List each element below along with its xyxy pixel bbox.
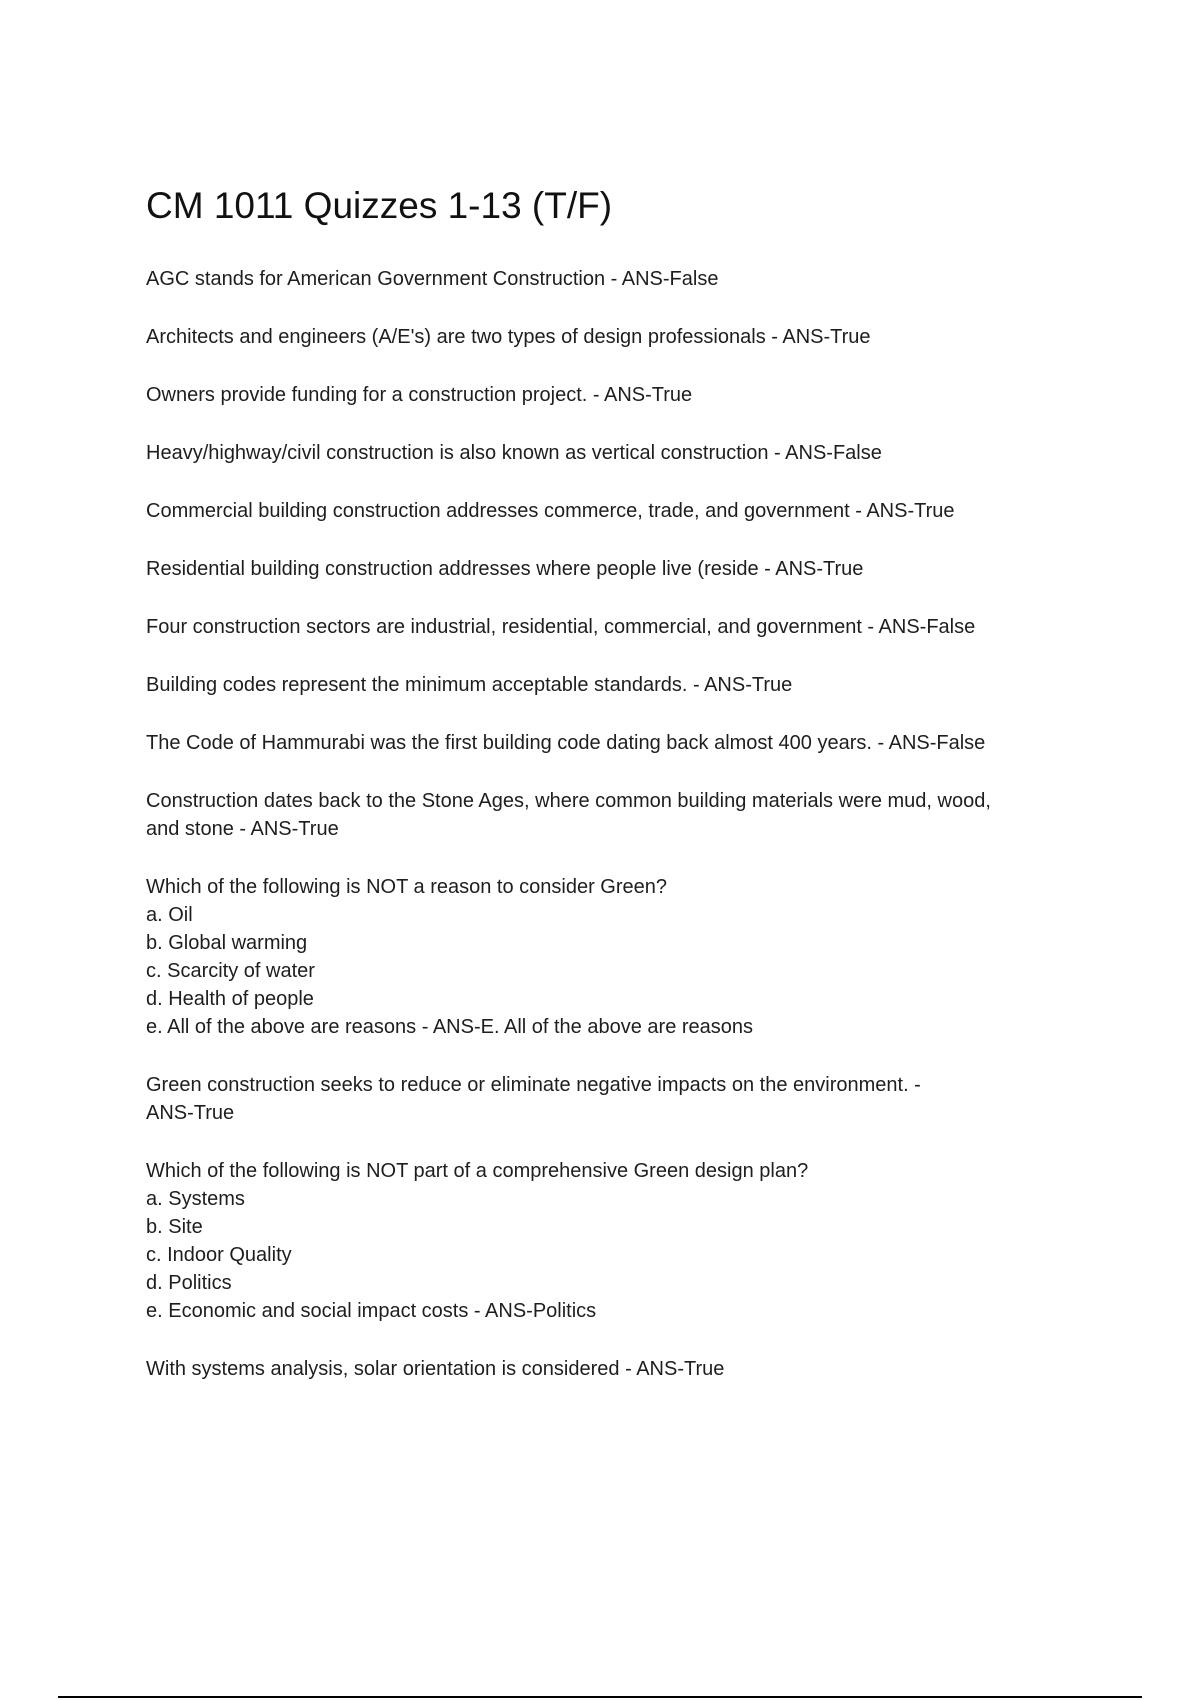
answer-option: d. Health of people <box>146 988 314 1010</box>
question-text: Heavy/highway/civil construction is also known as vertical construction - ANS-False <box>146 442 882 464</box>
footer-divider <box>58 1696 1142 1698</box>
question-text: Construction dates back to the Stone Ages, where common building materials were mud, wood, <box>146 790 991 812</box>
question-text: Building codes represent the minimum acceptable standards. - ANS-True <box>146 674 793 696</box>
question-item <box>146 439 1096 467</box>
question-text: ANS-True <box>146 1102 235 1124</box>
question-list <box>146 265 1096 1383</box>
question-text: and stone - ANS-True <box>146 818 339 840</box>
question-item <box>146 671 1096 699</box>
document-page <box>146 183 1096 1413</box>
question-item <box>146 265 1096 293</box>
question-item <box>146 787 1096 843</box>
question-item <box>146 613 1096 641</box>
question-text: Commercial building construction addresses commerce, trade, and government - ANS-True <box>146 500 955 522</box>
question-item <box>146 555 1096 583</box>
question-item <box>146 729 1096 757</box>
answer-option: b. Site <box>146 1216 203 1238</box>
question-text: Four construction sectors are industrial, residential, commercial, and government - ANS-False <box>146 616 976 638</box>
answer-option: e. All of the above are reasons - ANS-E. All of the above are reasons <box>146 1016 754 1038</box>
question-item <box>146 497 1096 525</box>
question-item <box>146 1355 1096 1383</box>
question-text: Which of the following is NOT a reason to consider Green? <box>146 876 667 898</box>
answer-option: a. Systems <box>146 1188 245 1210</box>
question-text: Architects and engineers (A/E's) are two types of design professionals - ANS-True <box>146 326 871 348</box>
question-item <box>146 323 1096 351</box>
answer-option: c. Scarcity of water <box>146 960 315 982</box>
question-item <box>146 381 1096 409</box>
question-item <box>146 1157 1096 1325</box>
answer-option: c. Indoor Quality <box>146 1244 292 1266</box>
answer-option: e. Economic and social impact costs - ANS-Politics <box>146 1300 597 1322</box>
question-item <box>146 873 1096 1041</box>
question-text: Which of the following is NOT part of a comprehensive Green design plan? <box>146 1160 809 1182</box>
question-text: Green construction seeks to reduce or eliminate negative impacts on the environment. - <box>146 1074 921 1096</box>
answer-option: a. Oil <box>146 904 193 926</box>
answer-option: d. Politics <box>146 1272 232 1294</box>
answer-option: b. Global warming <box>146 932 308 954</box>
question-item <box>146 1071 1096 1127</box>
question-text: With systems analysis, solar orientation is considered - ANS-True <box>146 1358 725 1380</box>
question-text: Owners provide funding for a construction project. - ANS-True <box>146 384 693 406</box>
question-text: AGC stands for American Government Construction - ANS-False <box>146 268 719 290</box>
question-text: Residential building construction addresses where people live (reside - ANS-True <box>146 558 864 580</box>
page-title: CM 1011 Quizzes 1-13 (T/F) <box>146 185 613 226</box>
question-text: The Code of Hammurabi was the first building code dating back almost 400 years. - ANS-False <box>146 732 986 754</box>
